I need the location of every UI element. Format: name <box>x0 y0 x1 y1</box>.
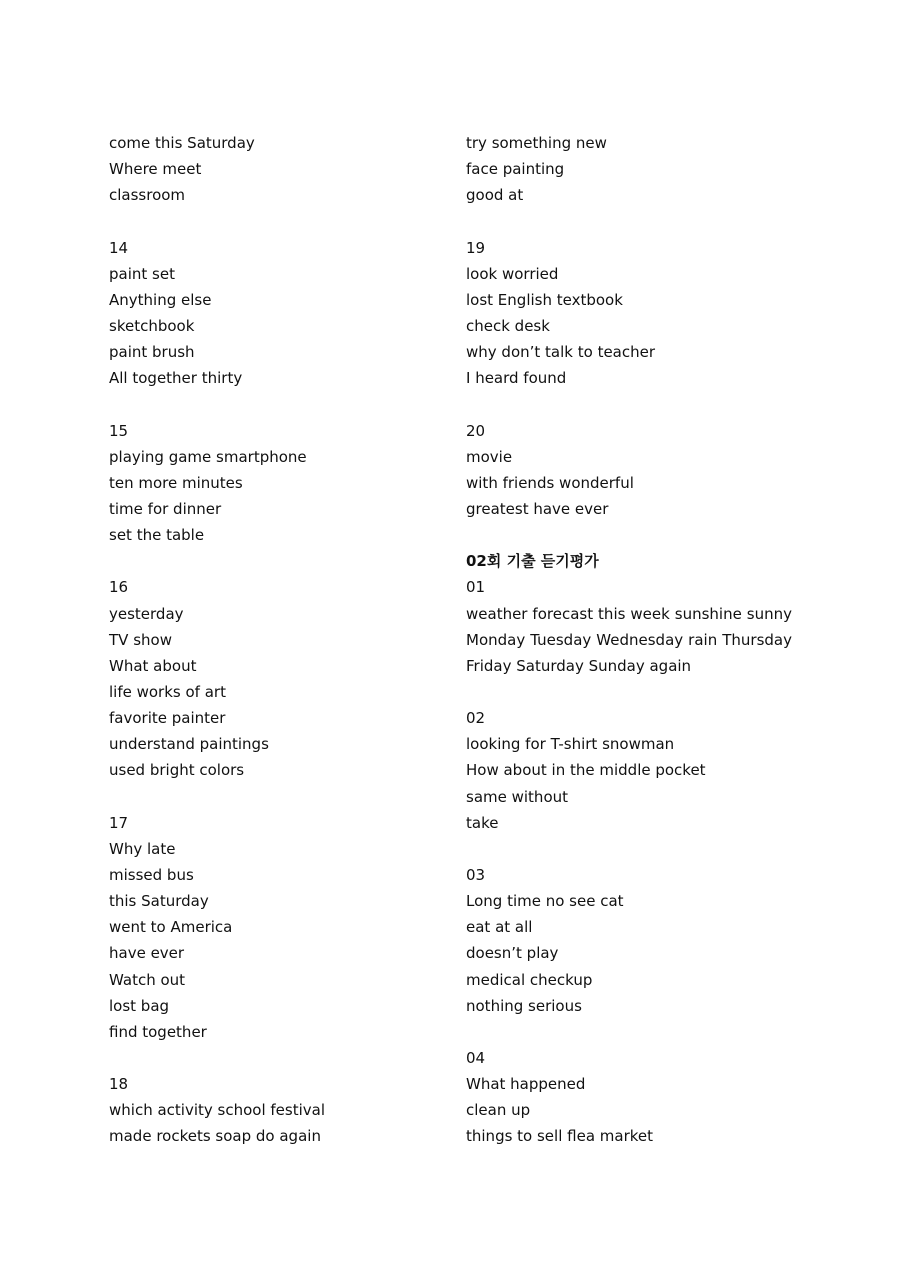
right-column <box>466 130 792 1149</box>
vocab-line: take <box>466 813 499 832</box>
vocab-line: try something new <box>466 134 607 152</box>
vocab-line: time for dinner <box>109 499 222 518</box>
blank-line <box>466 836 792 862</box>
vocab-line: this Saturday <box>109 892 209 911</box>
vocab-line: Where meet <box>109 160 202 179</box>
vocab-line: favorite painter <box>109 709 226 728</box>
vocab-line: check desk <box>466 316 550 335</box>
question-number: 15 <box>109 421 129 440</box>
blank-line <box>466 522 792 548</box>
vocab-line: why don’t talk to teacher <box>466 343 656 362</box>
vocab-line: greatest have ever <box>466 499 609 518</box>
vocab-line: paint brush <box>109 343 195 362</box>
blank-line <box>109 391 439 417</box>
vocab-line: Friday Saturday Sunday again <box>466 656 692 675</box>
left-column <box>109 130 439 1149</box>
vocab-line: doesn’t play <box>466 944 559 963</box>
vocab-line: What about <box>109 656 197 675</box>
vocab-line: looking for T-shirt snowman <box>466 735 675 754</box>
blank-line <box>466 679 792 705</box>
vocab-line: paint set <box>109 264 175 283</box>
question-number: 04 <box>466 1048 486 1067</box>
vocab-line: nothing serious <box>466 996 582 1015</box>
blank-line <box>109 208 439 234</box>
question-number: 17 <box>109 813 129 832</box>
vocab-line: lost English textbook <box>466 290 623 309</box>
blank-line <box>109 784 439 810</box>
vocab-line: Watch out <box>109 970 186 989</box>
section-heading: 02회 기출 듣기평가 <box>466 552 599 571</box>
vocab-line: have ever <box>109 944 185 963</box>
vocab-line: sketchbook <box>109 316 195 335</box>
vocab-line: lost bag <box>109 996 170 1015</box>
vocab-line: Why late <box>109 839 176 858</box>
blank-line <box>109 1045 439 1071</box>
vocab-line: How about in the middle pocket <box>466 761 706 780</box>
vocab-line: look worried <box>466 264 559 283</box>
vocab-line: find together <box>109 1022 207 1041</box>
vocab-line: yesterday <box>109 604 184 623</box>
question-number: 18 <box>109 1075 129 1094</box>
question-number: 20 <box>466 421 486 440</box>
vocab-line: which activity school festival <box>109 1101 325 1120</box>
blank-line <box>466 1019 792 1045</box>
vocab-line: clean up <box>466 1101 531 1120</box>
vocab-line: TV show <box>109 630 172 649</box>
vocab-line: life works of art <box>109 682 226 701</box>
vocab-line: I heard found <box>466 369 567 388</box>
question-number: 16 <box>109 578 129 597</box>
vocab-line: Long time no see cat <box>466 892 624 911</box>
question-number: 03 <box>466 865 486 884</box>
blank-line <box>466 208 792 234</box>
vocab-line: same without <box>466 787 569 806</box>
vocab-line: eat at all <box>466 918 533 937</box>
question-number: 19 <box>466 238 486 257</box>
vocab-line: Anything else <box>109 290 212 309</box>
vocab-line: movie <box>466 447 513 466</box>
question-number: 02 <box>466 709 486 728</box>
question-number: 01 <box>466 578 486 597</box>
question-number: 14 <box>109 238 129 257</box>
vocab-line: Monday Tuesday Wednesday rain Thursday <box>466 630 792 649</box>
vocab-line: classroom <box>109 186 186 205</box>
blank-line <box>466 391 792 417</box>
vocab-line: face painting <box>466 160 565 179</box>
blank-line <box>109 548 439 574</box>
vocab-line: missed bus <box>109 865 194 884</box>
vocab-line: medical checkup <box>466 970 593 989</box>
vocab-line: understand paintings <box>109 735 269 754</box>
vocab-line: playing game smartphone <box>109 447 307 466</box>
vocab-line: All together thirty <box>109 369 243 388</box>
vocab-line: went to America <box>109 918 233 937</box>
vocab-line: set the table <box>109 526 205 545</box>
vocab-line: come this Saturday <box>109 134 255 152</box>
vocab-line: with friends wonderful <box>466 473 634 492</box>
vocab-line: ten more minutes <box>109 473 243 492</box>
vocab-line: good at <box>466 186 524 205</box>
vocab-line: used bright colors <box>109 761 245 780</box>
vocab-line: made rockets soap do again <box>109 1127 321 1146</box>
vocab-line: What happened <box>466 1075 586 1094</box>
vocab-line: weather forecast this week sunshine sunny <box>466 604 792 623</box>
vocab-line: things to sell flea market <box>466 1127 654 1146</box>
